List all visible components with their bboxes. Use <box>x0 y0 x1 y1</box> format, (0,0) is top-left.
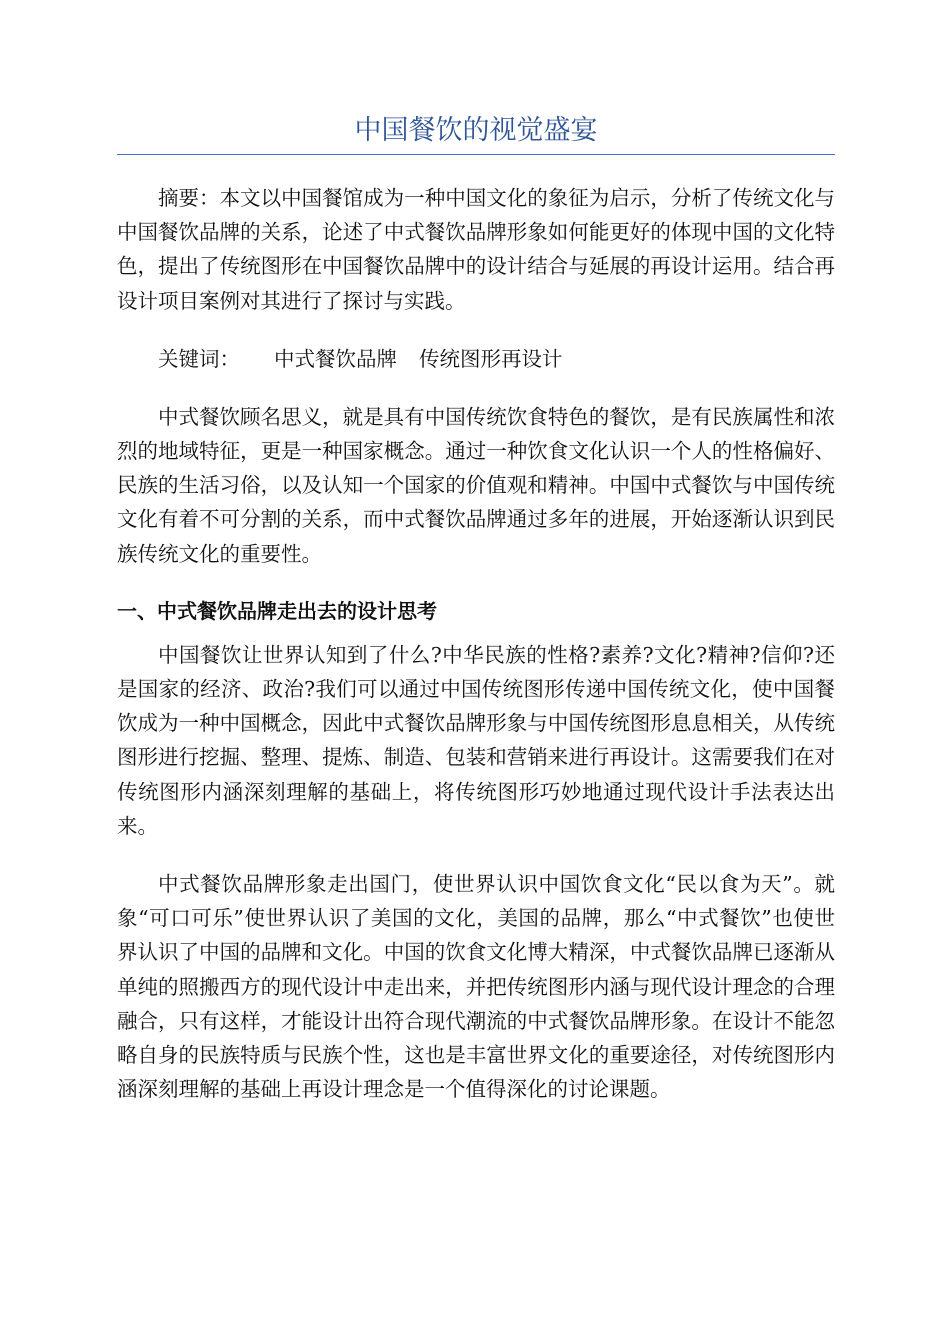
keywords-label: 关键词： <box>158 346 240 371</box>
intro-paragraph: 中式餐饮顾名思义，就是具有中国传统饮食特色的餐饮，是有民族属性和浓烈的地域特征，更是一种国家概念。通过一种饮食文化认识一个人的性格偏好、民族的生活习俗，以及认知一个国家的价值观和精神。中国中式餐饮与中国传统文化有着不可分割的关系，而中式餐饮品牌通过多年的进展，开始逐渐认识到民族传统文化的重要性。 <box>117 404 835 566</box>
keyword-item: 传统图形再设计 <box>419 346 563 371</box>
section-heading: 一、中式餐饮品牌走出去的设计思考 <box>117 598 437 623</box>
section-paragraph: 中国餐饮让世界认知到了什么?中华民族的性格?素养?文化?精神?信仰?还是国家的经济、政治?我们可以通过中国传统图形传递中国传统文化，使中国餐饮成为一种中国概念，因此中式餐饮品牌形象与中国传统图形息息相关，从传统图形进行挖掘、整理、提炼、制造、包装和营销来进行再设计。这需要我们在对传统图形内涵深刻理解的基础上，将传统图形巧妙地通过现代设计手法表达出来。 <box>117 642 835 838</box>
section-paragraph: 中式餐饮品牌形象走出国门，使世界认识中国饮食文化“民以食为天”。就象“可口可乐”使世界认识了美国的文化，美国的品牌，那么“中式餐饮”也使世界认识了中国的品牌和文化。中国的饮食文化博大精深，中式餐饮品牌已逐渐从单纯的照搬西方的现代设计中走出来，并把传统图形内涵与现代设计理念的合理融合，只有这样，才能设计出符合现代潮流的中式餐饮品牌形象。在设计不能忽略自身的民族特质与民族个性，这也是丰富世界文化的重要途径，对传统图形内涵深刻理解的基础上再设计理念是一个值得深化的讨论课题。 <box>117 872 835 1102</box>
title-underline <box>117 154 835 155</box>
document-body <box>117 110 835 1106</box>
keyword-item: 中式餐饮品牌 <box>274 346 397 371</box>
abstract-paragraph: 摘要：本文以中国餐馆成为一种中国文化的象征为启示，分析了传统文化与中国餐饮品牌的关系，论述了中式餐饮品牌形象如何能更好的体现中国的文化特色，提出了传统图形在中国餐饮品牌中的设计结合与延展的再设计运用。结合再设计项目案例对其进行了探讨与实践。 <box>117 186 835 313</box>
page-title: 中国餐饮的视觉盛宴 <box>354 115 598 146</box>
keywords-line <box>117 342 835 376</box>
